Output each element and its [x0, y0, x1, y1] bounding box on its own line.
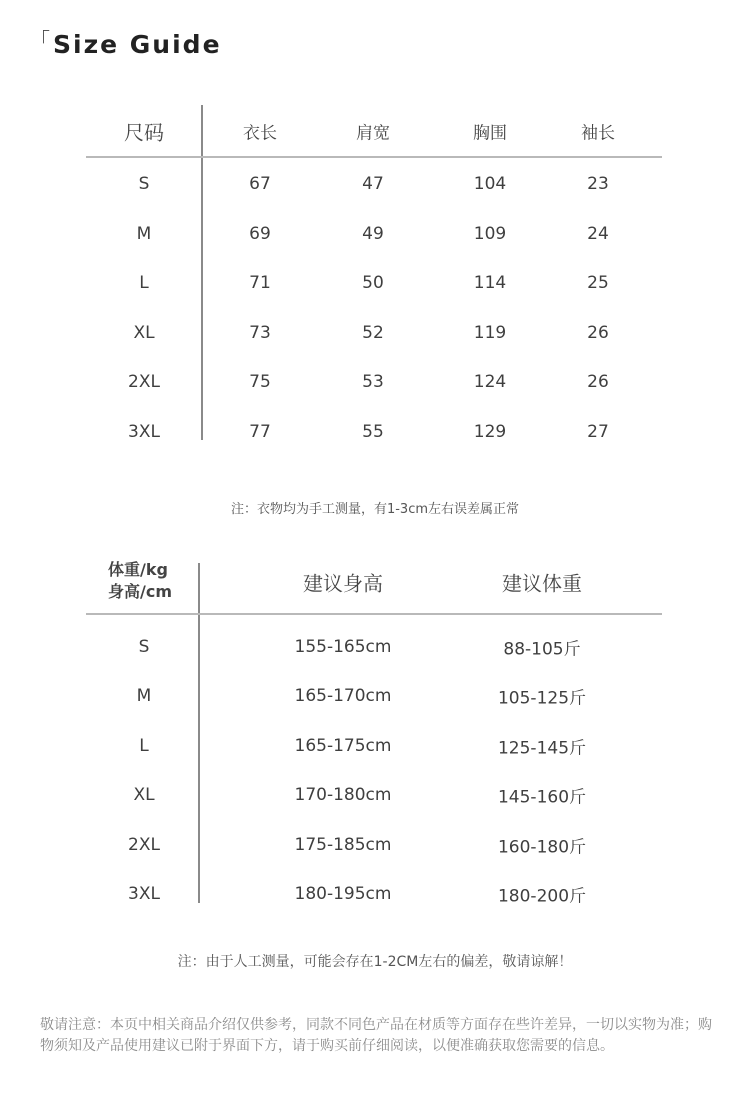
corner-header-height: 身高/cm: [108, 582, 173, 601]
size-table-header-0: 尺码: [124, 120, 164, 145]
recommend-table-size-label: 3XL: [128, 884, 160, 904]
recommend-table-note: 注：由于人工测量，可能会存在1-2CM左右的偏差，敬请谅解！: [177, 954, 573, 970]
size-table-cell: 55: [362, 421, 384, 442]
size-table-cell: 25: [587, 273, 609, 293]
recommend-table-size-label: S: [138, 637, 150, 657]
title-bracket: 「: [30, 28, 52, 52]
size-table-cell: 114: [473, 273, 507, 293]
size-table-size-label: L: [139, 273, 149, 293]
recommend-table-header-0: 建议身高: [303, 571, 383, 596]
size-table-cell: 27: [587, 421, 609, 442]
recommend-table: [86, 555, 662, 905]
size-table-size-label: M: [136, 223, 152, 244]
recommend-table-cell: 125-145斤: [497, 738, 587, 759]
recommend-table-header-1: 建议体重: [502, 571, 582, 596]
size-table-cell: 77: [249, 421, 271, 442]
size-table-size-label: 2XL: [128, 372, 160, 392]
size-table-cell: 52: [362, 322, 384, 343]
disclaimer: 敬请注意：本页中相关商品介绍仅供参考，同款不同色产品在材质等方面存在些许差异，一切以实物为准；购物须知及产品使用建议已附于界面下方，请于购买前仔细阅读，以便准确获取您需要的信息。: [40, 1017, 712, 1054]
recommend-table-cell: 105-125斤: [497, 688, 587, 709]
recommend-table-cell: 160-180斤: [497, 837, 587, 858]
corner-header-weight: 体重/kg: [108, 560, 168, 579]
size-table-header-1: 衣长: [243, 123, 277, 144]
recommend-table-size-label: 2XL: [128, 834, 160, 855]
recommend-table-cell: 155-165cm: [294, 637, 392, 657]
size-table-cell: 119: [473, 322, 507, 343]
size-table-cell: 129: [473, 421, 507, 442]
size-table-cell: 50: [362, 273, 384, 293]
size-table-cell: 124: [473, 372, 507, 392]
recommend-table-cell: 165-175cm: [294, 735, 392, 756]
size-table-cell: 109: [473, 223, 507, 244]
recommend-table-size-label: XL: [133, 785, 155, 806]
size-table-cell: 69: [249, 223, 271, 244]
recommend-table-cell: 170-180cm: [294, 785, 392, 806]
corner-header: [108, 559, 172, 603]
recommend-table-cell: 165-170cm: [294, 686, 392, 707]
size-table-header-2: 肩宽: [356, 123, 390, 144]
size-table-size-label: XL: [133, 322, 155, 343]
size-table-cell: 71: [249, 273, 271, 293]
size-table-size-label: S: [138, 174, 150, 194]
size-table-cell: 73: [249, 322, 271, 343]
page-title: [30, 30, 222, 59]
recommend-table-cell: 88-105斤: [503, 639, 581, 660]
size-table-header-3: 胸围: [473, 123, 507, 144]
size-table-cell: 23: [587, 174, 609, 194]
recommend-table-cell: 175-185cm: [294, 834, 392, 855]
title-text: Size Guide: [53, 30, 222, 59]
size-table-cell: 26: [587, 372, 609, 392]
size-table-note: 注：衣物均为手工测量，有1-3cm左右误差属正常: [230, 502, 520, 517]
size-table-cell: 53: [362, 372, 384, 392]
size-table-header-rule: [86, 156, 662, 158]
size-table-cell: 104: [473, 174, 507, 194]
recommend-table-cell: 145-160斤: [497, 787, 587, 808]
recommend-table-size-label: L: [139, 735, 149, 756]
recommend-table-cell: 180-195cm: [294, 884, 392, 904]
size-table: [86, 100, 662, 445]
recommend-table-cell: 180-200斤: [497, 886, 587, 907]
size-table-cell: 49: [362, 223, 384, 244]
size-table-cell: 75: [249, 372, 271, 392]
size-table-size-label: 3XL: [128, 421, 160, 442]
recommend-table-header-rule: [86, 613, 662, 615]
size-table-header-4: 袖长: [581, 123, 615, 144]
size-table-cell: 47: [362, 174, 384, 194]
size-table-cell: 26: [587, 322, 609, 343]
size-table-cell: 67: [249, 174, 271, 194]
recommend-table-size-label: M: [136, 686, 152, 707]
size-table-cell: 24: [587, 223, 609, 244]
